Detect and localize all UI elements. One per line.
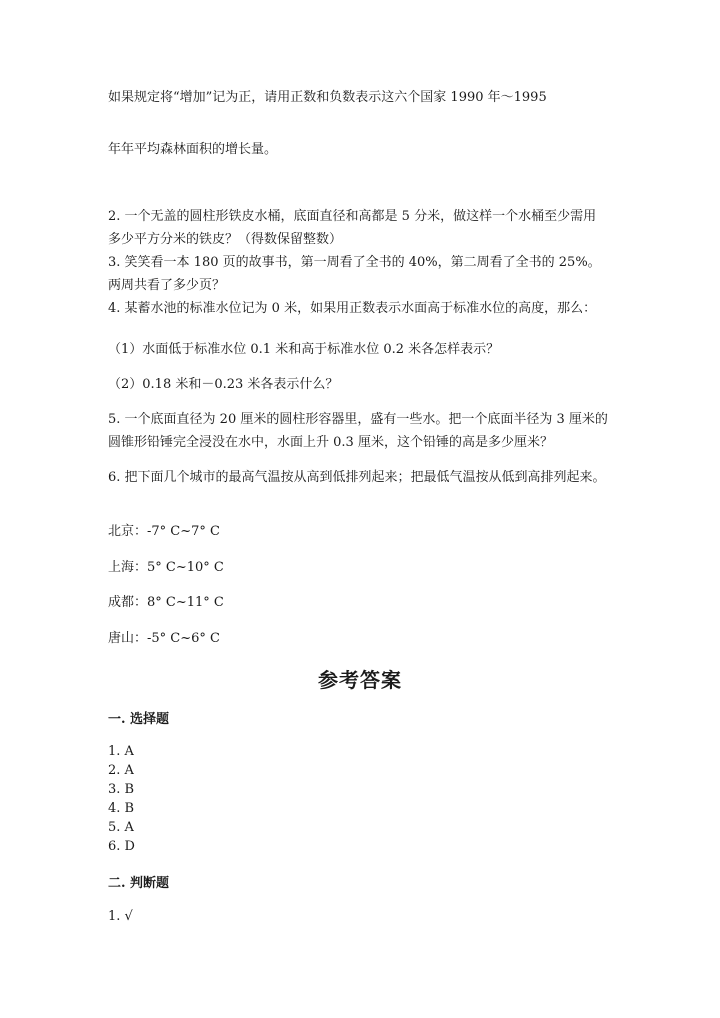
question-6: 6. 把下面几个城市的最高气温按从高到低排列起来；把最低气温按从低到高排列起来。 <box>108 470 606 485</box>
city-temp-beijing: 北京：-7° C~7° C <box>108 524 220 539</box>
city-temp-shanghai: 上海：5° C~10° C <box>108 560 224 575</box>
paragraph-line: 如果规定将“增加”记为正，请用正数和负数表示这六个国家 1990 年～1995 <box>108 90 547 105</box>
answers-title: 参考答案 <box>318 668 402 692</box>
city-temp-tangshan: 唐山：-5° C~6° C <box>108 631 220 646</box>
question-3: 3. 笑笑看一本 180 页的故事书，第一周看了全书的 40%，第二周看了全书的 25%。两周共看了多少页？ <box>108 255 601 293</box>
answer-item: 1. A <box>108 744 134 759</box>
answer-item: 3. B <box>108 782 135 797</box>
answer-item: 6. D <box>108 839 135 854</box>
question-4: 4. 某蓄水池的标准水位记为 0 米，如果用正数表示水面高于标准水位的高度，那么： <box>108 301 597 316</box>
answer-item: 4. B <box>108 801 135 816</box>
section-heading-judge: 二. 判断题 <box>108 876 170 891</box>
city-temp-chengdu: 成都：8° C~11° C <box>108 595 224 610</box>
question-4-part-2: （2）0.18 米和－0.23 米各表示什么？ <box>108 377 339 392</box>
section-heading-choice: 一. 选择题 <box>108 712 170 727</box>
answer-item: 1. √ <box>108 909 133 924</box>
answer-item: 5. A <box>108 820 134 835</box>
answer-item: 2. A <box>108 763 134 778</box>
question-2: 2. 一个无盖的圆柱形铁皮水桶，底面直径和高都是 5 分米，做这样一个水桶至少需用多少平方分米的铁皮？（得数保留整数） <box>108 209 597 247</box>
paragraph-line: 年年平均森林面积的增长量。 <box>108 142 278 157</box>
question-4-part-1: （1）水面低于标准水位 0.1 米和高于标准水位 0.2 米各怎样表示？ <box>108 342 500 357</box>
question-5: 5. 一个底面直径为 20 厘米的圆柱形容器里，盛有一些水。把一个底面半径为 3 厘米的圆锥形铅锤完全浸没在水中，水面上升 0.3 厘米，这个铅锤的高是多少厘米？ <box>108 412 608 450</box>
